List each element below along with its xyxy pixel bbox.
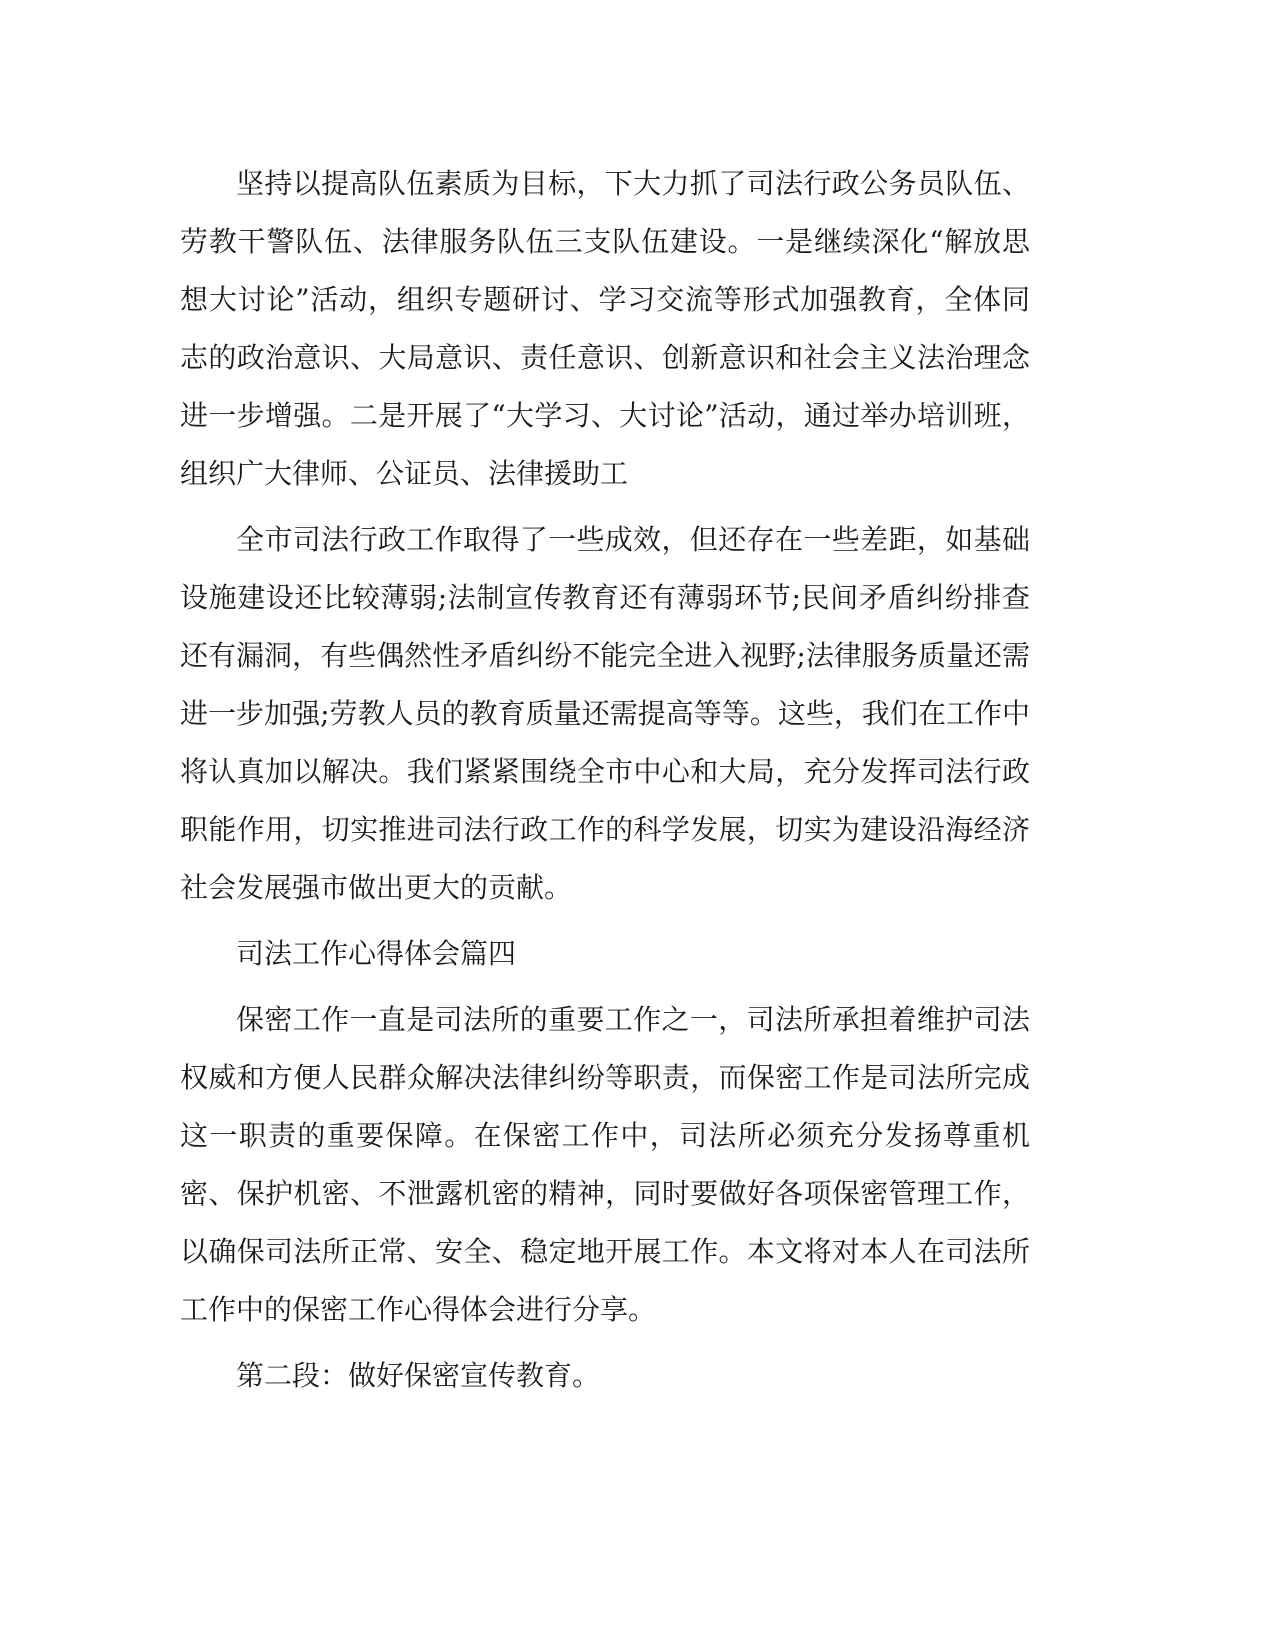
paragraph-team-building: 坚持以提高队伍素质为目标，下大力抓了司法行政公务员队伍、劳教干警队伍、法律服务队伍三支队伍建设。一是继续深化“解放思想大讨论”活动，组织专题研讨、学习交流等形式加强教育，全体同志的政治意识、大局意识、责任意识、创新意识和社会主义法治理念进一步增强。二是开展了“大学习、大讨论”活动，通过举办培训班，组织广大律师、公证员、法律援助工 (180, 167, 1030, 490)
paragraph-second-section: 第二段：做好保密宣传教育。 (236, 1359, 601, 1392)
document-body (180, 155, 1030, 1413)
section-heading: 司法工作心得体会篇四 (236, 937, 517, 970)
paragraph-achievements-gaps: 全市司法行政工作取得了一些成效，但还存在一些差距，如基础设施建设还比较薄弱;法制宣传教育还有薄弱环节;民间矛盾纠纷排查还有漏洞，有些偶然性矛盾纠纷不能完全进入视野;法律服务质量还需进一步加强;劳教人员的教育质量还需提高等等。这些，我们在工作中将认真加以解决。我们紧紧围绕全市中心和大局，充分发挥司法行政职能作用，切实推进司法行政工作的科学发展，切实为建设沿海经济社会发展强市做出更大的贡献。 (180, 523, 1030, 904)
paragraph-confidentiality-intro: 保密工作一直是司法所的重要工作之一，司法所承担着维护司法权威和方便人民群众解决法律纠纷等职责，而保密工作是司法所完成这一职责的重要保障。在保密工作中，司法所必须充分发扬尊重机密、保护机密、不泄露机密的精神，同时要做好各项保密管理工作，以确保司法所正常、安全、稳定地开展工作。本文将对本人在司法所工作中的保密工作心得体会进行分享。 (180, 1003, 1030, 1326)
